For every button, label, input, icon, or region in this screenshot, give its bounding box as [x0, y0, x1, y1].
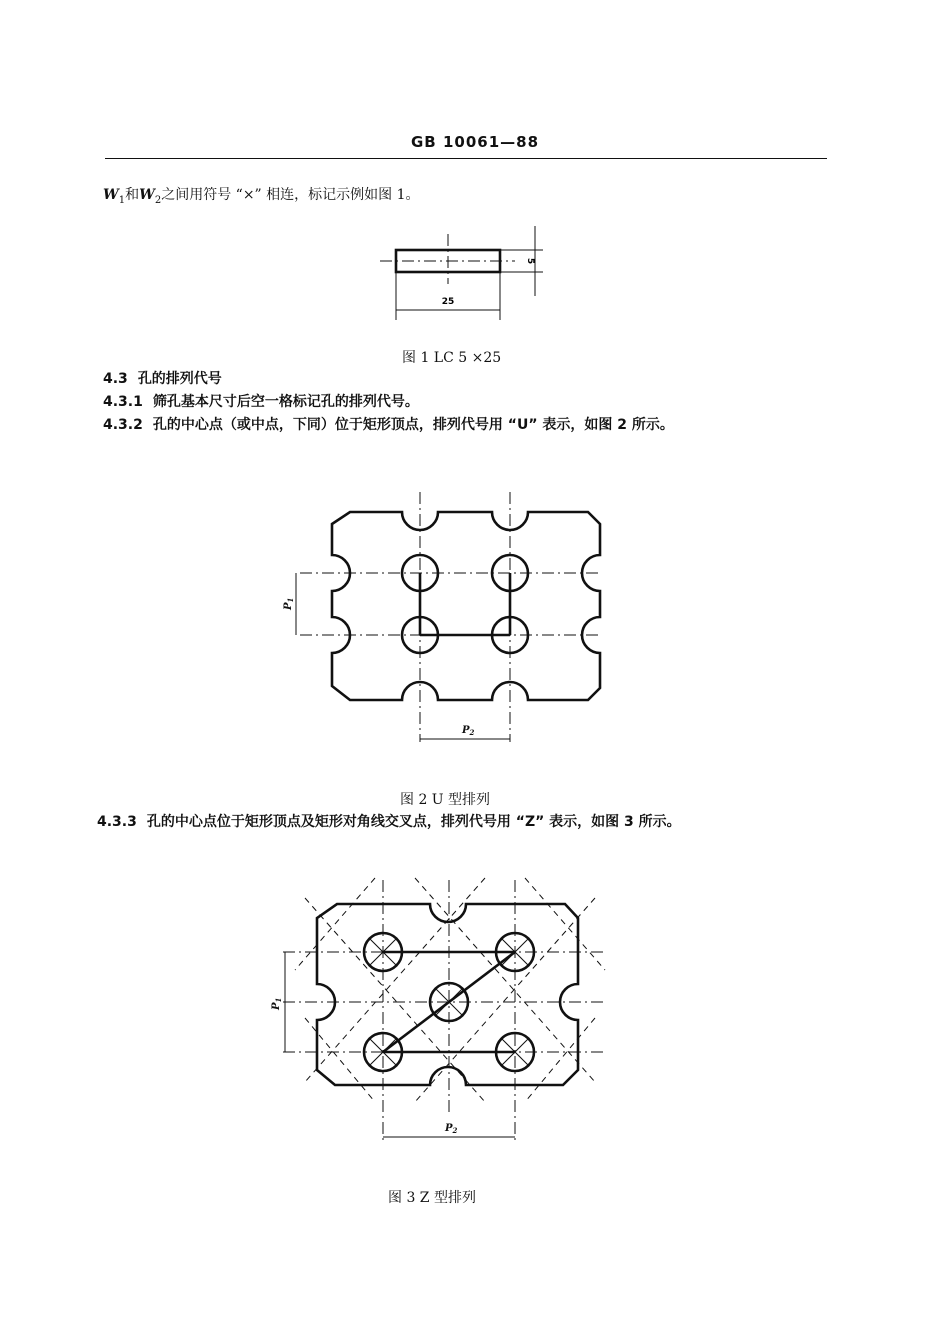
p2-label: $P_2$: [445, 1123, 458, 1135]
plate-outline: [317, 904, 578, 1085]
section-title: 孔的排列代号: [137, 371, 222, 387]
section-text: 孔的中心点（或中点，下同）位于矩形顶点，排列代号用 “U” 表示，如图 2 所示。: [152, 417, 674, 433]
w1-symbol: W: [103, 187, 119, 203]
intro-paragraph: [103, 186, 420, 210]
section-number: 4.3.3: [97, 814, 137, 830]
section-4-3-3: [97, 813, 681, 831]
p2-label: $P_2$: [462, 725, 475, 737]
section-number: 4.3.2: [103, 417, 143, 433]
width-dimension-label: 25: [441, 297, 455, 307]
w1-subscript: 1: [118, 194, 126, 206]
section-4-3-2: [103, 416, 674, 434]
page-header: GB 10061—88: [410, 133, 540, 151]
figure-1-drawing: [375, 222, 555, 322]
intro-text: 之间用符号 “×” 相连，标记示例如图 1。: [161, 187, 420, 203]
height-dimension-label: 5: [525, 257, 535, 265]
figure-3-caption: 图 3 Z 型排列: [388, 1190, 476, 1206]
w2-subscript: 2: [154, 194, 162, 206]
header-rule: [105, 158, 827, 159]
section-number: 4.3: [103, 371, 128, 387]
figure-1-caption: 图 1 LC 5 ×25: [402, 350, 502, 366]
section-text: 筛孔基本尺寸后空一格标记孔的排列代号。: [152, 394, 419, 410]
section-4-3-1: [103, 393, 419, 411]
p1-label: $P_1$: [271, 997, 283, 1010]
figure-2-caption: 图 2 U 型排列: [400, 792, 491, 808]
figure-2-drawing: [280, 490, 610, 750]
section-number: 4.3.1: [103, 394, 143, 410]
w2-symbol: W: [139, 187, 155, 203]
figure-3-drawing: [265, 878, 610, 1148]
p1-label: $P_1$: [283, 597, 295, 610]
section-4-3: [103, 370, 222, 388]
and-text: 和: [125, 187, 140, 203]
plate-outline: [332, 512, 600, 700]
section-text: 孔的中心点位于矩形顶点及矩形对角线交叉点，排列代号用 “Z” 表示，如图 3 所示。: [146, 814, 681, 830]
